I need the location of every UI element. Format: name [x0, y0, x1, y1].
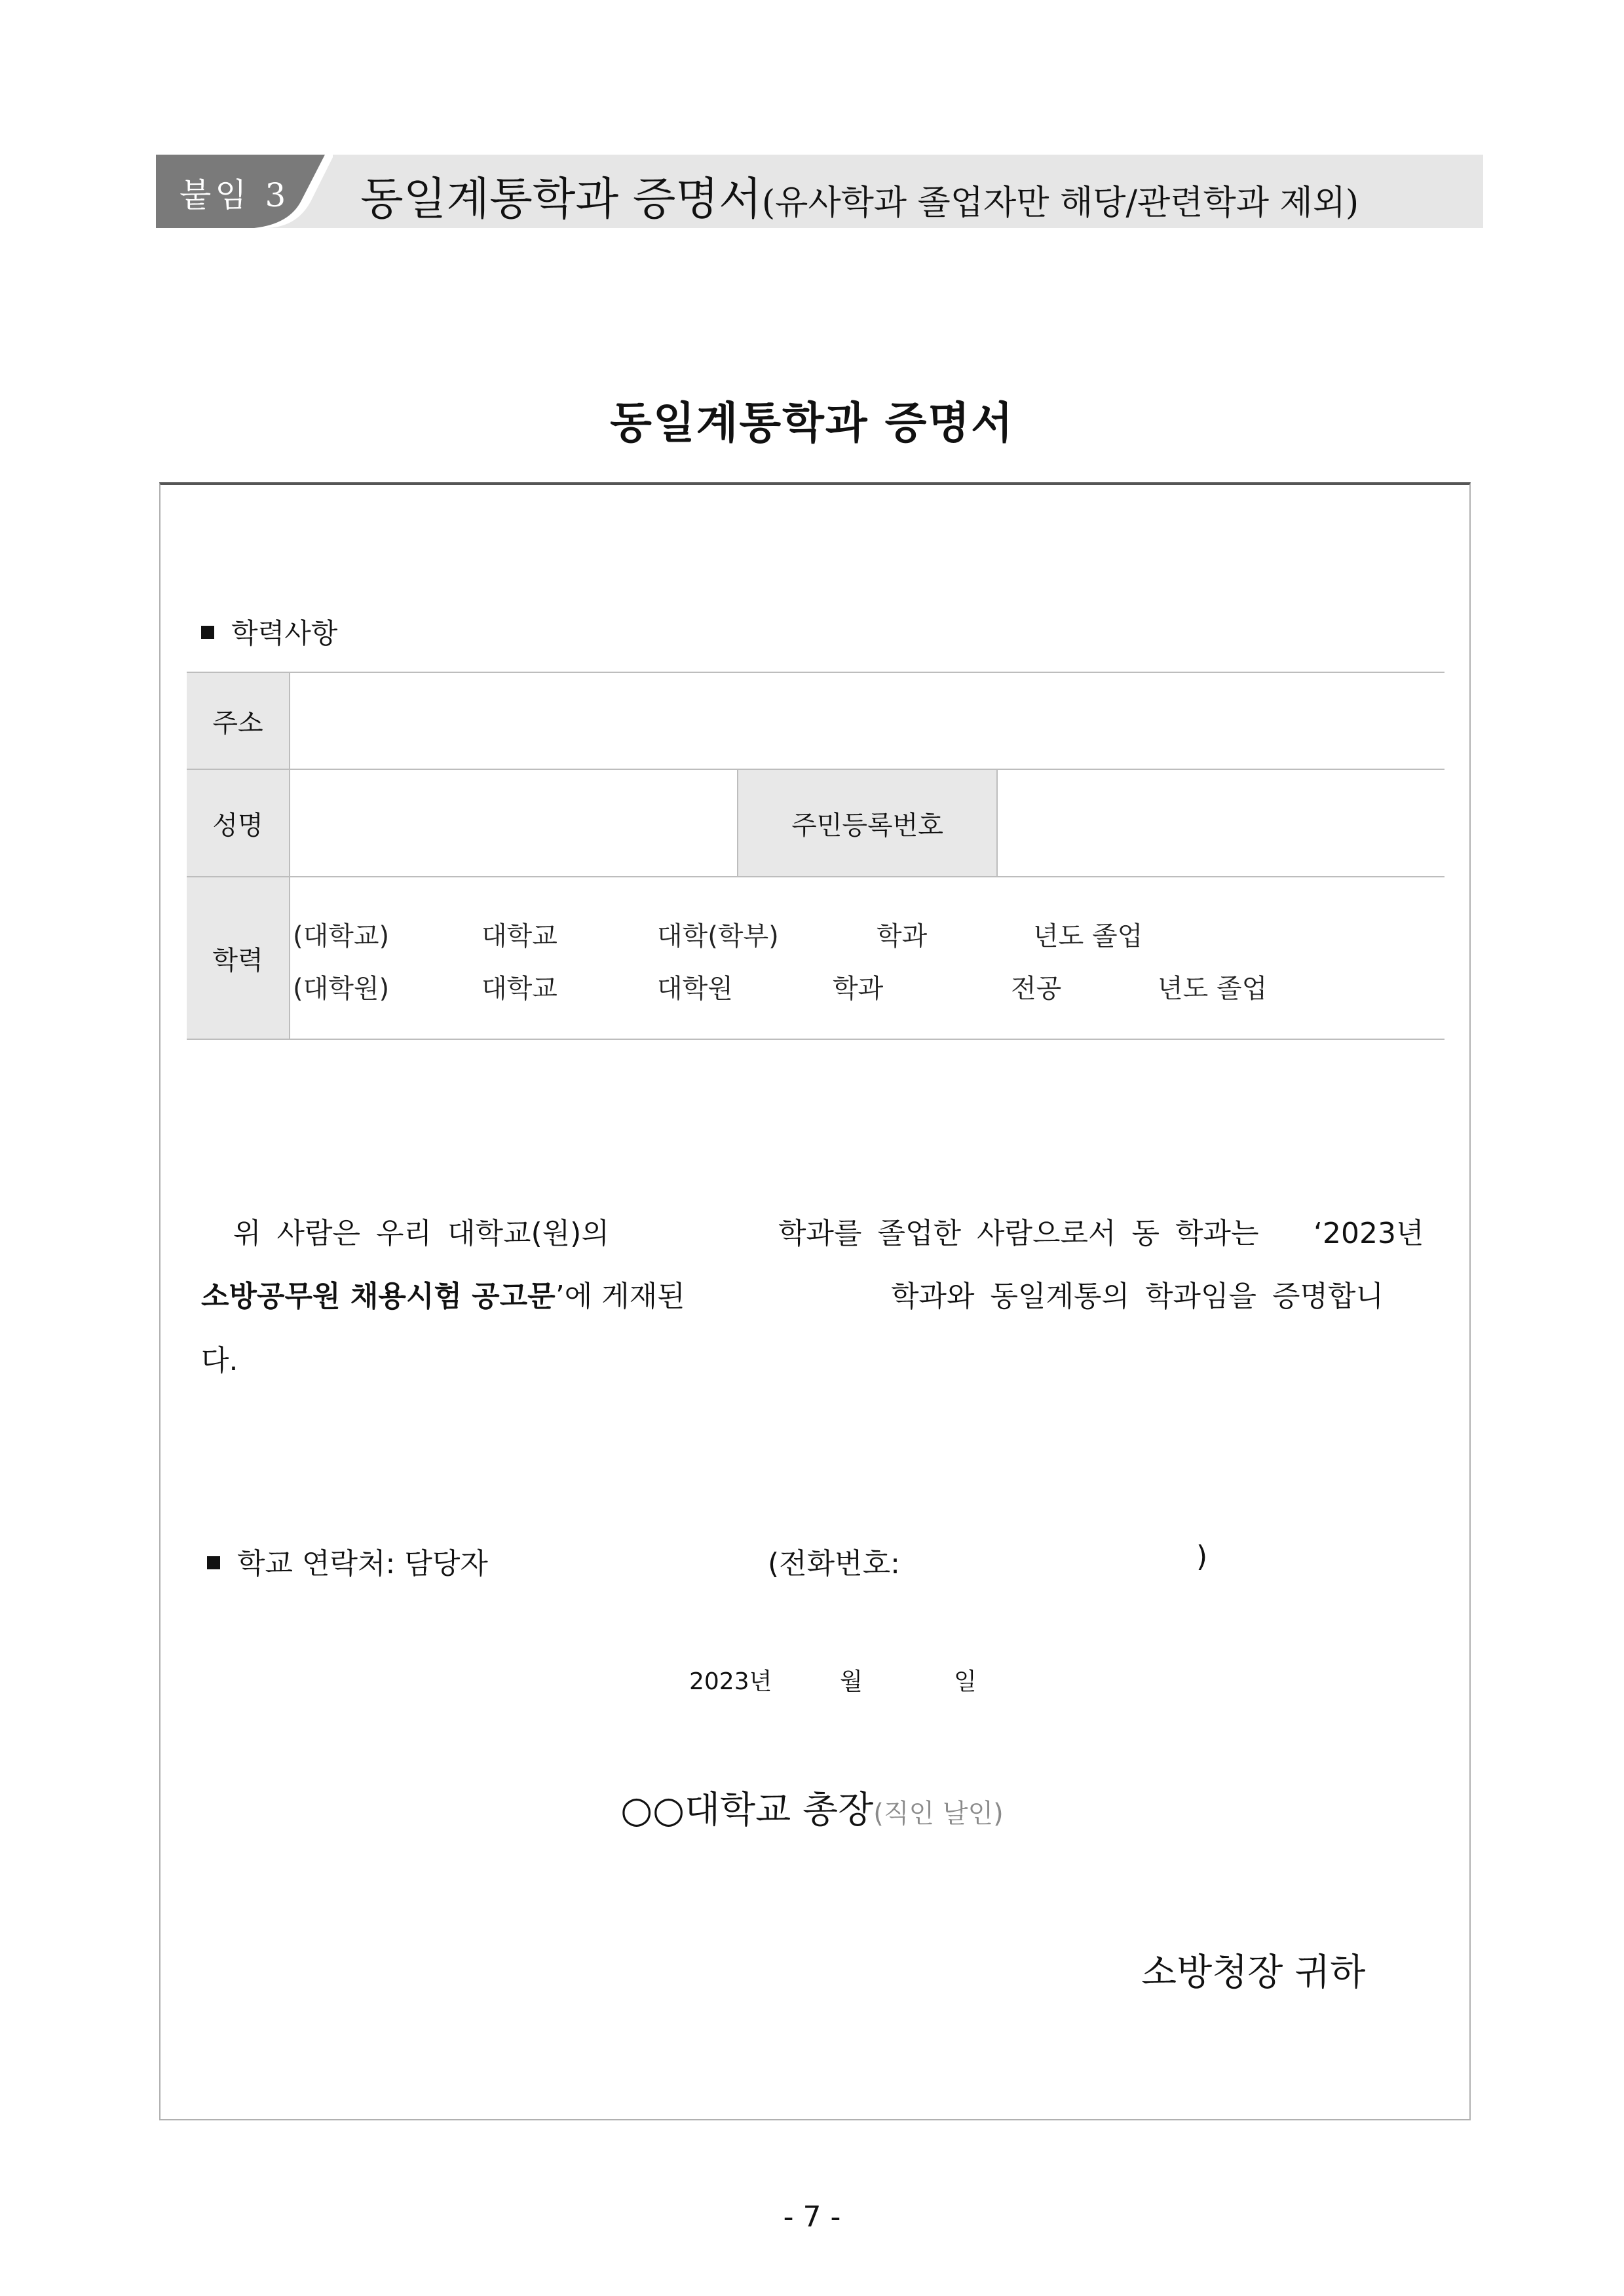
phone-close: ): [1196, 1540, 1208, 1573]
para-line3: 다.: [201, 1344, 238, 1377]
rrn-label: 주민등록번호: [737, 770, 996, 876]
school-contact: [207, 1540, 488, 1582]
appendix-tag: [156, 155, 333, 228]
edu-grad-college: 대학원: [657, 974, 733, 1004]
edu-grad-major: 전공: [1011, 974, 1062, 1004]
para-line1-b: 학과를 졸업한 사람으로서 동 학과는: [778, 1217, 1259, 1250]
president-signature: [0, 1781, 1624, 1833]
para-line2-a: 소방공무원 채용시험 공고문’에 게재된: [201, 1280, 685, 1313]
edu-grad-dept: 학과: [833, 974, 884, 1004]
page-number: - 7 -: [783, 2200, 841, 2234]
appendix-header: [156, 155, 1483, 228]
date-year: 2023년: [689, 1668, 772, 1695]
edu-univ-dept: 학과: [877, 921, 928, 951]
addressee: 소방청장 귀하: [1141, 1951, 1366, 1994]
education-section-heading: 학력사항: [201, 612, 337, 651]
address-label: 주소: [187, 673, 289, 769]
date-month: 월: [840, 1668, 863, 1695]
address-row: [187, 672, 1445, 769]
para-line1-a: 위 사람은 우리 대학교(원)의: [233, 1217, 609, 1250]
edu-grad-grad-year: 년도 졸업: [1158, 974, 1268, 1004]
seal-note: (직인 날인): [873, 1799, 1004, 1829]
address-value[interactable]: [289, 673, 1445, 769]
education-value: [289, 877, 1445, 1039]
bullet-square-icon: [201, 626, 214, 639]
president-title: ○○대학교 총장: [620, 1789, 874, 1831]
edu-univ-grad-year: 년도 졸업: [1033, 921, 1143, 951]
appendix-title: [360, 164, 1359, 227]
contact-label: 학교 연락처: 담당자: [237, 1547, 488, 1580]
rrn-value[interactable]: [996, 770, 1445, 876]
appendix-title-main: 동일계통학과 증명서: [360, 174, 762, 225]
name-value[interactable]: [289, 770, 737, 876]
edu-univ-college: 대학(학부): [657, 921, 779, 951]
bullet-square-icon: [207, 1556, 220, 1569]
name-row: [187, 769, 1445, 876]
appendix-tag-label: 붙임 3: [179, 176, 290, 214]
date-day: 일: [954, 1668, 977, 1695]
appendix-subtitle: (유사학과 졸업자만 해당/관련학과 제외): [761, 183, 1359, 223]
para-line2-c: 학과와 동일계통의 학과임을 증명합니: [891, 1280, 1384, 1313]
edu-univ-type: (대학교): [293, 921, 390, 951]
name-label: 성명: [187, 770, 289, 876]
announcement-title: 소방공무원 채용시험 공고문: [201, 1280, 556, 1313]
education-label: 학력: [187, 877, 289, 1039]
edu-grad-school: 대학교: [482, 974, 557, 1004]
document-title: 동일계통학과 증명서: [610, 398, 1014, 448]
education-row: [187, 876, 1445, 1040]
edu-univ-school: 대학교: [482, 921, 557, 951]
para-line1-c: ‘2023년: [1313, 1217, 1424, 1250]
edu-grad-type: (대학원): [293, 974, 390, 1004]
phone-open: (전화번호:: [768, 1547, 901, 1580]
